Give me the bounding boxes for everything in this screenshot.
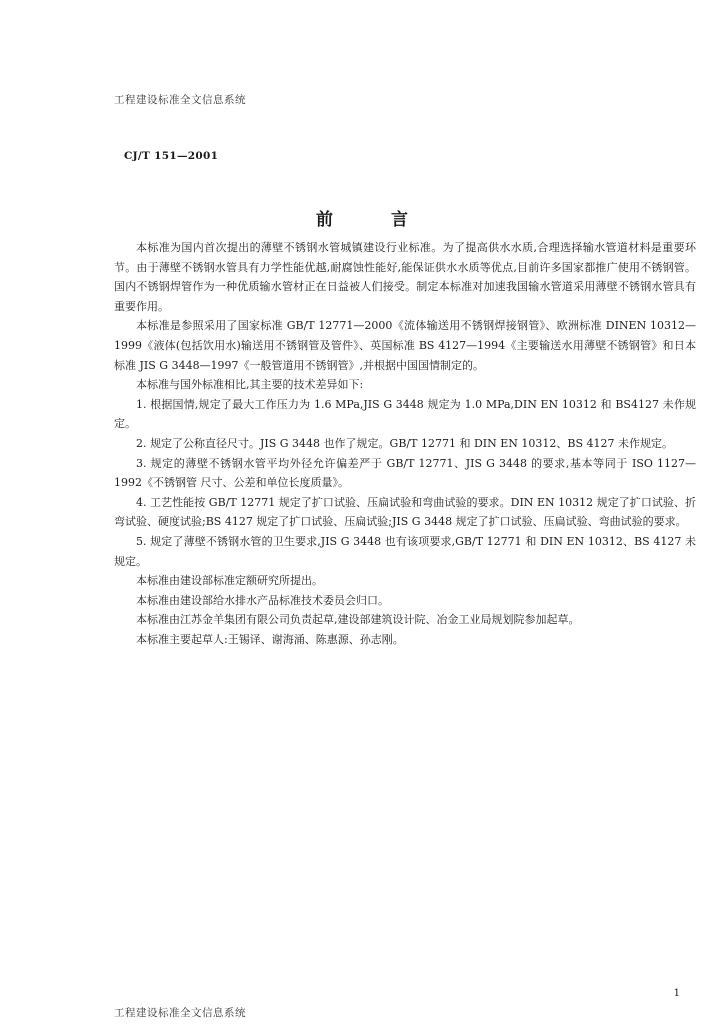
system-footer: 工程建设标准全文信息系统 — [114, 1007, 246, 1019]
page-number: 1 — [673, 988, 680, 999]
page-title: 前言 — [316, 210, 466, 230]
paragraph-difference-5: 5. 规定了薄壁不锈钢水管的卫生要求,JIS G 3448 也有该项要求,GB/T 12771 和 DIN EN 10312、BS 4127 未规定。 — [114, 534, 696, 568]
paragraph-difference-1: 1. 根据国情,规定了最大工作压力为 1.6 MPa,JIS G 3448 规定为 1.0 MPa,DIN EN 10312 和 BS4127 未作规定。 — [114, 397, 696, 431]
paragraph-difference-2: 2. 规定了公称直径尺寸。JIS G 3448 也作了规定。GB/T 12771 和 DIN EN 10312、BS 4127 未作规定。 — [136, 436, 673, 450]
paragraph-administered-by: 本标准由建设部给水排水产品标准技术委员会归口。 — [136, 593, 389, 607]
standard-number: CJ/T 151—2001 — [124, 150, 219, 162]
paragraph-differences-lead: 本标准与国外标准相比,其主要的技术差异如下: — [136, 378, 364, 392]
system-header: 工程建设标准全文信息系统 — [114, 94, 246, 106]
paragraph-drafters: 本标准主要起草人:王锡译、谢海涌、陈惠源、孙志刚。 — [136, 632, 404, 646]
paragraph-references: 本标准是参照采用了国家标准 GB/T 12771—2000《流体输送用不锈钢焊接钢管》、欧洲标准 DINEN 10312—1999《液体(包括饮用水)输送用不锈钢管及管件》、英国标准 BS 4127—1994《主要输送水用薄壁不锈钢管》和日本标准 JIS G 3448—1997《一般管道用不锈钢管》,并根据中国国情制定的。 — [114, 319, 696, 372]
paragraph-difference-3: 3. 规定的薄壁不锈钢水管平均外径允许偏差严于 GB/T 12771、JIS G 3448 的要求,基本等同于 ISO 1127—1992《不锈钢管 尺寸、公差和单位长度质量》。 — [114, 456, 696, 490]
paragraph-drafted-by: 本标准由江苏金羊集团有限公司负责起草,建设部建筑设计院、冶金工业局规划院参加起草。 — [136, 613, 580, 627]
foreword-body — [114, 238, 696, 649]
paragraph-proposed-by: 本标准由建设部标准定额研究所提出。 — [136, 574, 323, 588]
paragraph-intro: 本标准为国内首次提出的薄壁不锈钢水管城镇建设行业标准。为了提高供水水质,合理选择输水管道材料是重要环节。由于薄壁不锈钢水管具有力学性能优越,耐腐蚀性能好,能保证供水水质等优点,目前许多国家都推广使用不锈钢管。国内不锈钢焊管作为一种优质输水管材正在日益被人们接受。制定本标准对加速我国输水管道采用薄壁不锈钢水管具有重要作用。 — [114, 241, 696, 313]
paragraph-difference-4: 4. 工艺性能按 GB/T 12771 规定了扩口试验、压扁试验和弯曲试验的要求。DIN EN 10312 规定了扩口试验、折弯试验、硬度试验;BS 4127 规定了扩口试验、压扁试验;JIS G 3448 规定了扩口试验、压扁试验、弯曲试验的要求。 — [114, 495, 696, 529]
